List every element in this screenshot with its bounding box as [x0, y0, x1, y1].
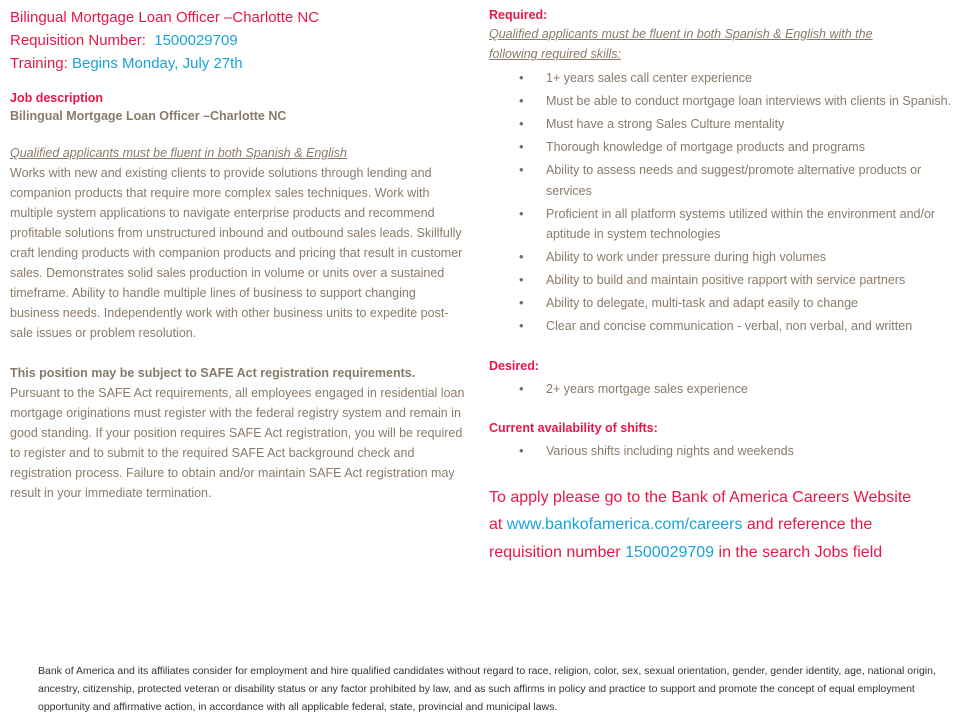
qualified-note: Qualified applicants must be fluent in both Spanish & English	[10, 146, 348, 160]
bullet-dot-icon: •	[519, 249, 524, 264]
required-skill-item	[489, 68, 954, 89]
required-skill-item	[489, 160, 954, 201]
shift-item-text: Various shifts including nights and weekends	[546, 444, 794, 458]
job-description-text: Works with new and existing clients to provide solutions through lending and companion products that require more complex sales techniques. Work with multiple system applications to navigate enterprise products and recommend profitable solutions from unstructured inbound and outbound sales leads. Skillfully craft lending products with companion products and pricing that result in customer sales. Demonstrates solid sales production in volume or units over a sustained timeframe. Ability to handle multiple lines of business to support changing business needs. Independently work with other business units to expedite post-sale issues or problem resolution.	[10, 166, 463, 340]
required-skill-item-text: Must be able to conduct mortgage loan interviews with clients in Spanish.	[546, 94, 952, 108]
required-skill-item-text: Ability to build and maintain positive rapport with service partners	[546, 273, 906, 287]
required-skill-item-text: Proficient in all platform systems utilized within the environment and/or aptitude in system technologies	[546, 206, 936, 241]
shifts-heading: Current availability of shifts:	[489, 421, 658, 435]
bullet-dot-icon: •	[519, 139, 524, 154]
shift-item	[489, 441, 954, 462]
bullet-dot-icon: •	[519, 205, 524, 221]
apply-text-2: and reference the requisition number	[489, 516, 873, 561]
training-value: Begins Monday, July 27th	[71, 55, 243, 72]
required-heading: Required:	[489, 8, 548, 22]
required-skill-item	[489, 114, 954, 135]
apply-text-3: in the search Jobs field	[714, 543, 883, 561]
desired-list	[489, 379, 954, 400]
bullet-dot-icon: •	[519, 272, 524, 287]
job-description-subheading: Bilingual Mortgage Loan Officer –Charlotte NC	[10, 109, 287, 123]
desired-item	[489, 379, 954, 400]
required-skill-item-text: Must have a strong Sales Culture mentality	[546, 117, 785, 131]
required-skill-item-text: Ability to delegate, multi-task and adapt easily to change	[546, 296, 858, 310]
required-skill-item	[489, 316, 954, 337]
apply-requisition-number: 1500029709	[625, 543, 715, 561]
bullet-dot-icon: •	[519, 70, 524, 85]
required-skill-item	[489, 270, 954, 291]
requisition-line	[10, 29, 465, 52]
requisition-number: 1500029709	[154, 32, 238, 49]
required-skill-item	[489, 137, 954, 158]
right-column	[489, 6, 954, 566]
bullet-dot-icon: •	[519, 162, 524, 177]
bullet-dot-icon: •	[519, 93, 524, 108]
bullet-dot-icon: •	[519, 295, 524, 310]
required-skill-item-text: Ability to assess needs and suggest/promote alternative products or services	[546, 163, 922, 198]
bullet-dot-icon: •	[519, 116, 524, 131]
required-skill-item-text: Thorough knowledge of mortgage products and programs	[546, 140, 865, 154]
training-label: Training:	[10, 55, 68, 72]
apply-text-1: To apply please go to the Bank of America Careers Website at	[489, 488, 912, 533]
desired-heading: Desired:	[489, 358, 540, 373]
eeo-footer	[38, 662, 938, 716]
careers-link[interactable]: www.bankofamerica.com/careers	[506, 516, 743, 533]
safe-act-heading: This position may be subject to SAFE Act registration requirements.	[10, 366, 416, 380]
bullet-dot-icon: •	[519, 380, 524, 396]
required-skill-item	[489, 293, 954, 314]
eeo-statement: Bank of America and its affiliates consider for employment and hire qualified candidates without regard to race, religion, color, sex, sexual orientation, gender, gender identity, age, national origin, ancestry, citizenship, protected veteran or disability status or any factor prohibited by law, and as such affirms in policy and practice to support and promote the concept of equal employment opportunity and affirmative action, in accordance with all applicable federal, state, provincial and municipal laws.	[38, 665, 936, 713]
safe-act-text: Pursuant to the SAFE Act requirements, all employees engaged in residential loan mortgage originations must register with the federal registry system and remain in good standing. If your position requires SAFE Act registration, you will be required to register and to submit to the required SAFE Act background check and registration process. Failure to obtain and/or maintain SAFE Act registration may result in your immediate termination.	[10, 386, 465, 500]
bullet-dot-icon: •	[519, 443, 524, 458]
shifts-list	[489, 441, 954, 462]
desired-item-text: 2+ years mortgage sales experience	[546, 381, 748, 396]
bullet-dot-icon: •	[519, 318, 524, 333]
training-line	[10, 52, 465, 75]
required-skill-item-text: Ability to work under pressure during high volumes	[546, 250, 826, 264]
required-qualified-note: Qualified applicants must be fluent in both Spanish & English with the following required skills:	[489, 27, 873, 61]
required-skills-list	[489, 68, 954, 337]
requisition-label: Requisition Number:	[10, 32, 146, 49]
required-skill-item-text: Clear and concise communication - verbal, non verbal, and written	[546, 319, 913, 333]
job-description-heading: Job description	[10, 91, 104, 105]
required-skill-item	[489, 91, 954, 112]
required-skill-item	[489, 247, 954, 268]
apply-instructions	[489, 484, 919, 567]
job-title: Bilingual Mortgage Loan Officer –Charlotte NC	[10, 9, 320, 26]
left-column	[10, 6, 465, 503]
required-skill-item-text: 1+ years sales call center experience	[546, 71, 753, 85]
required-skill-item	[489, 204, 954, 245]
